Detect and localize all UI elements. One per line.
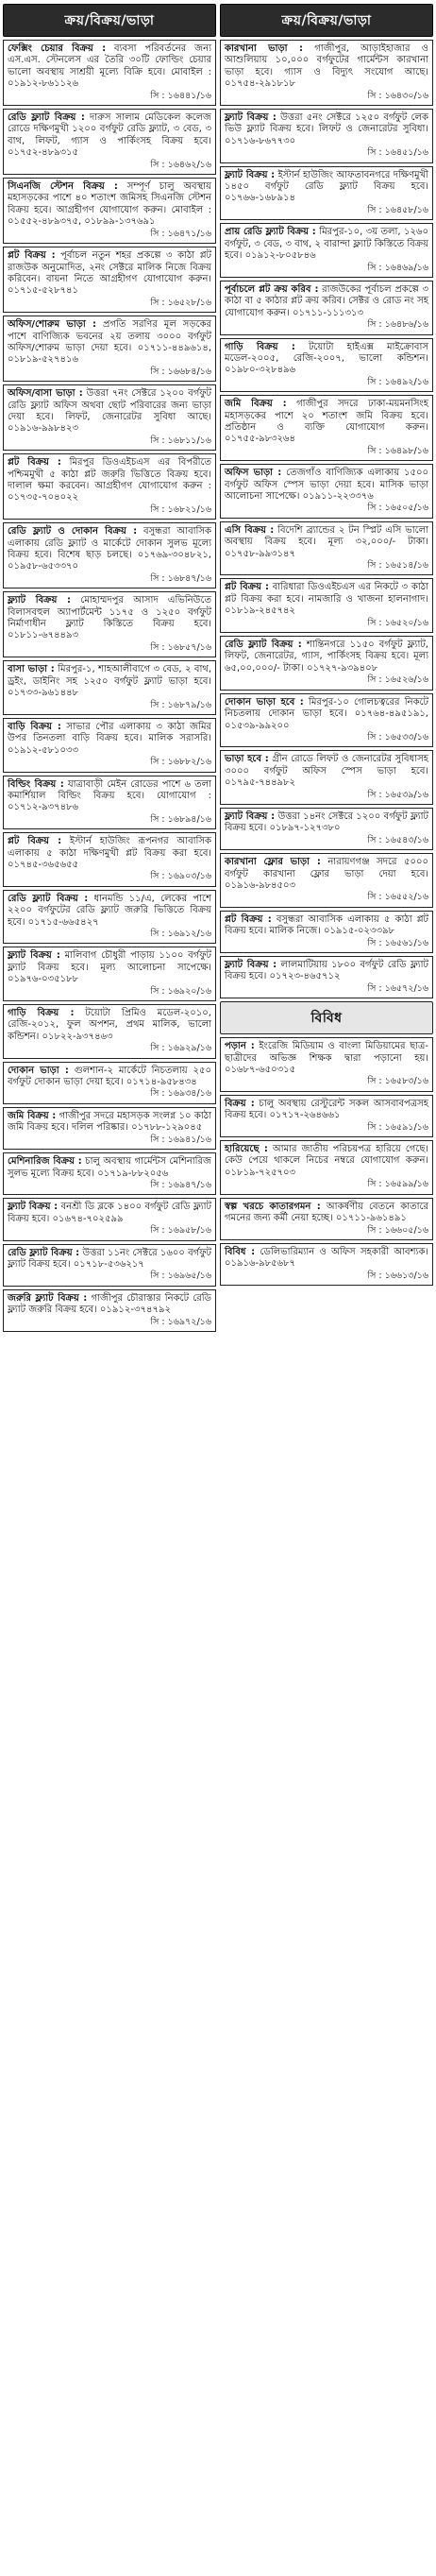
classified-ad (220, 1095, 433, 1137)
ad-code: সি : ১৬৬৮৪/১৬ (150, 366, 211, 377)
ad-body: গাজীপুর, আড়াইহাজার ও আশুলিয়ায় ১০,০০০ বর্গফুটের গার্মেন্টস কারখানা ভাড়া হবে। গ্যাস ও বিদ্যুৎ সংযোগ আছে। ০১৭৫৪-২৯১৮১৮ (225, 43, 428, 90)
classified-ad (3, 947, 216, 1001)
ad-body: গাজীপুর চৌরাস্তার নিকটে রেডি ফ্ল্যাট জরুরি বিক্রয় হবে। ০১৯১২-৩৭৪৭৯২ (8, 1292, 212, 1316)
ad-title: রেডি ফ্ল্যাট ও দোকান বিক্রয় : (8, 526, 138, 537)
ad-body: লালমাটিয়ায় ১৮০০ বর্গফুট রেডি ফ্ল্যাট বিক্রয় হবে। ০১৭২৩-৪৬৫৭১২ (225, 960, 428, 982)
ad-code: সি : ১৬৯০৩/১৬ (150, 871, 211, 882)
ad-title: কারখানা ফ্লোর ভাড়া : (225, 857, 321, 868)
ad-code: সি : ১৬৫৯৯/১৬ (367, 1179, 428, 1190)
ad-body: চালু অবস্থায় গার্মেন্টস মেশিনারিজ সুলভ মূল্যে বিক্রয় হবে। ০১৭১৯-৮৮২০৫৬ (8, 1156, 211, 1179)
ad-code: সি : ১৬৫১৪/১৬ (367, 560, 428, 571)
ad-title: অফিস/শোরুম ভাড়া : (8, 319, 97, 331)
ad-title: জমি বিক্রয় : (225, 399, 287, 410)
ad-body: যাত্রাবাড়ী মেইন রোডের পাশে ৬ তলা কমার্শিয়াল বিল্ডিং বিক্রয় হবে। যোগাযোগ : ০১৭১২-৯৩৭৪৮৬ (8, 778, 211, 813)
ad-title: ভাড়া হবে : (225, 754, 269, 765)
ad-body: উত্তরা ১৪নং সেক্টরে ১২০০ বর্গফুট ফ্ল্যাট বিক্রয় হবে। ০১৮৯৭-১২৭৩৮০ (225, 810, 428, 834)
classified-ad (3, 1062, 216, 1104)
ad-code: সি : ১৬৪৩০/১৬ (367, 90, 428, 101)
ad-title: কারখানা ভাড়া : (225, 43, 304, 54)
classified-ad (220, 395, 433, 461)
ad-title: রেডি ফ্ল্যাট বিক্রয় : (8, 893, 89, 904)
ad-title: হারিয়েছে : (225, 1144, 268, 1155)
ad-title: ফ্ল্যাট বিক্রয় : (225, 960, 277, 970)
classified-ad (220, 693, 433, 748)
ad-code: সি : ১৬৮১১/১৬ (150, 435, 211, 446)
ad-body: মোহাম্মদপুর আসাদ এভিনিউতে বিলাসবহুল অ্যাপার্টমেন্ট ১১৭৫ ও ১২৫০ বর্গফুট নির্মাণাধীন ফ্ল্যাট কিস্তিতে বিক্রয় হবে। ০১৮১১-৬৭৪৪৯৩ (8, 595, 211, 641)
ad-body: টয়োটা হাইএক্স মাইক্রোবাস মডেল-২০০৫, রেজি-২০০৭, ভালো কন্ডিশন। ০১৯৮০-৩২৮৪৯৬ (225, 341, 428, 376)
ad-title: ফেক্সিং চেয়ার বিক্রয় : (8, 43, 107, 54)
ad-body: গুলশান-২ মার্কেটে নিচতলায় ২৫০ বর্গফুট দোকান ভাড়া দেয়া হবে। ০১৭১৪-৯৫৮৪৩৪ (8, 1065, 211, 1088)
ad-code: সি : ১৬৫৭২/১৬ (367, 982, 428, 994)
ad-body: রাজউকের পূর্বাচল প্রকল্পে ৩ কাঠা বা ৫ কাঠার প্লট ক্রয় করিব। সেক্টর ও রোড নং সহ যোগাযোগ করুন। ০১৭১১-১১১৩১৩ (225, 283, 428, 318)
classified-ad (3, 1198, 216, 1240)
ad-body: বসুন্ধরা আবাসিক এলাকায় ৫ কাঠা প্লট বিক্রয় হবে। মালিক নিজে। ০১৯১৫-০২৩৩৯৮ (225, 913, 428, 937)
ad-body: তেজগাঁও বাণিজ্যিক এলাকায় ১৫০০ বর্গফুট অফিস স্পেস ভাড়া দেয়া হবে। মাসিক ভাড়া আলোচনা সাপেক্ষে। ০১৯১১-২২৩৩৭৬ (225, 468, 428, 502)
classified-ad (3, 247, 216, 313)
ad-body: গ্রীন রোডে লিফট ও জেনারেটর সুবিধাসহ ৩০০০ বর্গফুট অফিস স্পেস ভাড়া হবে। ০১৭৯৫-৭৪৪৯৮২ (225, 754, 428, 789)
ad-title: পড়ান : (225, 1041, 255, 1052)
classified-ad (220, 853, 433, 908)
ad-code: সি : ১৬৫২০/১৬ (367, 617, 428, 628)
ad-title: প্লট বিক্রয় : (8, 250, 56, 262)
ad-body: চালু অবস্থায় রেস্টুরেন্ট সকল আসবাবপত্রসহ বিক্রয় হবে। ০১৭১৭-২৬৪৬৬১ (225, 1098, 429, 1121)
ad-body: মালিবাগ চৌধুরী পাড়ায় ১১০০ বর্গফুট ফ্ল্যাট বিক্রয় হবে। মূল্য আলোচনা সাপেক্ষে। ০১৯৭৬-০৩৫১৮৮ (8, 950, 211, 985)
ad-body: ধানমন্ডি ১১/এ, লেকের পাশে ২২০০ বর্গফুটের রেডি ফ্ল্যাট জরুরি ভিত্তিতে বিক্রয় হবে। ০১৭১৫-৬৬৫৪২৭ (8, 893, 211, 928)
ad-body: মিরপুর-১, শাহআলীবাগে ৩ বেড, ২ বাথ, ড্রইং, ডাইনিং সহ ১২৫০ বর্গফুট ফ্ল্যাট ভাড়া হবে। ০১৭৩৩-৯৬১৪৪৮ (8, 664, 211, 699)
ad-title: অফিস ভাড়া : (225, 468, 282, 479)
ad-code: সি : ১৬৯৪৭/১৬ (150, 1179, 211, 1190)
left-column (3, 4, 216, 2572)
ad-title: ফ্ল্যাট বিক্রয় : (225, 112, 277, 124)
classified-ad (220, 281, 433, 335)
classified-ad (220, 1140, 433, 1195)
classified-ad (3, 178, 216, 244)
ad-body: গাজীপুর সদরে মহাসড়ক সংলগ্ন ১০ কাঠা জমি বিক্রয় হবে। দলিল পরিষ্কার। ০১৭৮৮-১২৯০৪৫ (8, 1110, 211, 1134)
ad-title: পূর্বাচলে প্লট ক্রয় করিব : (225, 283, 319, 295)
classified-ad (3, 384, 216, 451)
ad-code: সি : ১৬৪৪১/১৬ (150, 90, 211, 101)
ad-title: বাড়ি বিক্রয় : (8, 721, 61, 732)
ad-title: গাড়ি বিক্রয় : (8, 1008, 75, 1019)
classified-ad (220, 1198, 433, 1240)
ad-body: বিদেশি ব্র্যান্ডের ২ টন স্প্লিট এসি ভালো অবস্থায় বিক্রয় হবে। মূল্য ৩২,০০০/- টাকা। ০১৭৫৮-৯৯৩১৪৭ (225, 524, 428, 559)
ad-title: অফিস/বাসা ভাড়া : (8, 388, 83, 400)
classified-ad (3, 890, 216, 945)
ad-code: সি : ১৬৫০৫/১৬ (367, 503, 428, 514)
ad-title: প্লট বিক্রয় : (8, 457, 61, 469)
ad-code: সি : ১৬৫৪৩/১৬ (367, 834, 428, 845)
ad-title: বাসা ভাড়া : (8, 664, 55, 675)
ad-code: সি : ১৬৮৮২/১৬ (150, 757, 211, 768)
ad-code: সি : ১৬৫২৮/১৬ (150, 297, 211, 308)
ad-body: সম্পূর্ণ চালু অবস্থায় মহাসড়কের পাশে ৪০ শতাংশ জমিসহ সিএনজি স্টেশন বিক্রয় হবে। আগ্রহীগণ যোগাযোগ করুন। মোবাইল : ০১৫৫২-৪৮৯৩৭৫, ০১৮৯৯-১৩৭৬৯১ (8, 181, 211, 228)
ad-code: সি : ১৬৬০৫/১৬ (367, 1224, 428, 1236)
ad-code: সি : ১৬৯৩৪/১৬ (150, 1088, 211, 1100)
ad-body: টয়োটা প্রিমিও মডেল-২০১০, রেজি-২০১২, ফুল অপশন, প্রথম মালিক, ভালো কন্ডিশন। ০১৮২২-৯৩৭৪৬৩ (8, 1008, 211, 1042)
ad-title: ফ্ল্যাট বিক্রয় : (8, 950, 60, 962)
ad-body: ব্যবসা পরিবর্তনের জন্য এস.এস. স্টেনলেস এর তৈরি ৩০টি ফোল্ডিং চেয়ার ভালো অবস্থায় সাশ্রয়ী মূল্যে বিক্রি হবে। মোবাইল : ০১৯১২-৮৬১১২৬ (8, 43, 211, 90)
ad-body: মিরপুর-১০, ৩য় তলা, ১২৬০ বর্গফুট, ৩ বেড, ৩ বাথ, ২ বারান্দা ফ্ল্যাট কিস্তিতে বিক্রয় হবে। ০১৯১২-৮০৫৮৪৬ (225, 227, 428, 262)
classified-ad (220, 223, 433, 278)
ad-title: প্লট বিক্রয় : (225, 913, 272, 925)
section-header-buy-sell-rent: ক্রয়/বিক্রয়/ভাড়া (3, 4, 216, 37)
classified-ad (3, 660, 216, 715)
ad-title: জমি বিক্রয় : (8, 1110, 57, 1121)
right-ads-list (220, 40, 433, 998)
ad-code: সি : ১৬৮৫৭/১৬ (150, 641, 211, 653)
ad-code: সি : ১৬৮৭৯/১৬ (150, 699, 211, 710)
ad-code: সি : ১৬৬১৩/১৬ (367, 1270, 428, 1281)
ad-title: প্লট বিক্রয় : (225, 582, 269, 593)
ad-title: প্রায় রেডি ফ্ল্যাট বিক্রয় : (225, 227, 316, 238)
classified-ad (220, 1037, 433, 1092)
ad-title: গাড়ি বিক্রয় : (225, 341, 295, 352)
classified-ad (3, 40, 216, 106)
ad-code: সি : ১৬৪৯৮/১৬ (367, 445, 428, 456)
ad-body: নারায়ণগঞ্জ সদরে ৫০০০ বর্গফুট কারখানা ফ্লোর ভাড়া দেয়া হবে। ০১৯১৬-৯৮৪৫০৩ (225, 857, 428, 891)
classified-ad (3, 718, 216, 773)
ad-title: বিল্ডিং বিক্রয় : (8, 778, 64, 790)
ad-body: ইংরেজি মিডিয়াম ও বাংলা মিডিয়ামের ছাত্র-ছাত্রীদের অভিজ্ঞ শিক্ষক দ্বারা পড়ানো হয়। ০১৬৮৭-৬৫০৩১৫ (225, 1041, 428, 1076)
ad-code: সি : ১৬৮২১/১৬ (150, 503, 211, 515)
ad-code: সি : ১৬৪৫১/১৬ (367, 147, 428, 159)
classified-ad (3, 776, 216, 830)
ad-title: রেডি ফ্ল্যাট বিক্রয় : (8, 112, 85, 124)
ad-body: আকর্ষণীয় বেতনে কাতারে গমনের জন্য কর্মী নেয়া হচ্ছে। ০১৭১১-৯৬১৪৯১ (225, 1201, 429, 1224)
ad-code: সি : ১৬৯৪১/১৬ (150, 1134, 211, 1145)
ad-code: সি : ১৬৫৯১/১৬ (367, 1121, 428, 1133)
ad-title: স্বল্প খরচে কাতারগমন : (225, 1201, 321, 1212)
ad-body: মিরপুর ডিওএইচএস এর বিপরীতে পশ্চিমমুখী ৫ কাঠা প্লট জরুরি ভিত্তিতে বিক্রয় হবে। দালাল ক্ষমা করবেন। আগ্রহীগণ যোগাযোগ করুন : ০১৭৩৫-৭০৪০২২ (8, 457, 211, 503)
ad-title: ফ্ল্যাট বিক্রয় : (8, 1202, 59, 1213)
ad-title: বিক্রয় : (225, 1098, 255, 1109)
left-ads-list (3, 40, 216, 1332)
ad-code: সি : ১৬৪৭১/১৬ (150, 228, 211, 239)
ad-title: সিএনজি স্টেশন বিক্রয় : (8, 181, 118, 193)
classified-ad (3, 316, 216, 382)
classified-ad (220, 338, 433, 393)
ad-body: বনশ্রী ডি ব্লকে ১৪০০ বর্গফুট রেডি ফ্ল্যাট বিক্রয় হবে। ০১৬৭৪-৭০২৫৯৯ (8, 1202, 211, 1224)
ad-code: সি : ১৬৫৮৩/১৬ (367, 1076, 428, 1087)
classified-ad (3, 1107, 216, 1150)
ad-code: সি : ১৬৪৫৮/১৬ (367, 204, 428, 215)
ad-body: ইস্টার্ন হাউজিং রূপনগর আবাসিক এলাকায় ৫ কাঠা দক্ষিণমুখী প্লট বিক্রয় করা হবে। ০১৭৪৫-৩৬৫৬৫৫ (8, 836, 211, 870)
right-column (220, 4, 433, 2572)
ad-title: জরুরি ফ্ল্যাট বিক্রয় : (8, 1292, 88, 1304)
classified-ad (3, 1152, 216, 1195)
misc-ads-list (220, 1037, 433, 1286)
classified-ad (220, 956, 433, 998)
ad-title: দোকান ভাড়া : (8, 1065, 69, 1076)
ad-code: সি : ১৬৪৯২/১৬ (367, 376, 428, 387)
classified-ad (3, 522, 216, 589)
classified-ad (220, 521, 433, 576)
ad-body: উত্তরা ৭নং সেক্টরে ১২০০ বর্গফুট রেডি ফ্ল্যাট অফিস অথবা ছোট পরিবারের জন্য ভাড়া দেয়া হবে। লিফট, জেনারেটর সুবিধা আছে। ০১৯১৬-৯৯৮৪২৩ (8, 388, 212, 435)
ad-code: সি : ১৬৮৯৪/১৬ (150, 813, 211, 825)
ad-code: সি : ১৬৯২০/১৬ (150, 985, 211, 997)
ad-title: প্লট বিক্রয় : (8, 836, 62, 847)
ad-title: রেডি ফ্ল্যাট বিক্রয় : (8, 1247, 80, 1258)
classified-ad (3, 832, 216, 887)
ad-code: সি : ১৬৯১২/১৬ (150, 929, 211, 939)
classified-ad (3, 1004, 216, 1059)
classified-ad (3, 1244, 216, 1287)
ad-body: দারুস সালাম মেডিকেল কলেজ রোডে দক্ষিণমুখী ১২০০ বর্গফুট রেডি ফ্ল্যাট, ৩ বেড, ৩ বাথ, লিফট, গ্যাস ও পার্কিংসহ বিক্রয় হবে। ০১৭৫২-৪৮৯৩১৫ (8, 112, 211, 159)
ad-code: সি : ১৬৫৩৩/১৬ (367, 731, 428, 742)
classified-ad (220, 109, 433, 163)
ad-title: ফ্ল্যাট বিক্রয় : (225, 810, 276, 822)
classified-ad (220, 578, 433, 633)
ad-title: ফ্ল্যাট বিক্রয় : (225, 169, 276, 180)
ad-title: বিবিধ : (225, 1246, 256, 1257)
ad-body: মিরপুর-১০ গোলচত্বরের নিকটে নিচতলায় দোকান ভাড়া হবে। ০১৭৬৪-৪৯৫১৯১, ০১৫৩৯-৯৯২০০ (225, 696, 428, 731)
ad-body: সাভার পৌর এলাকায় ৩ কাঠা জমির উপর তিনতলা বাড়ি বিক্রয় হবে। মালিক সরাসরি। ০১৯১২-৫৮১০৩৩ (8, 721, 211, 756)
ad-body: বসুন্ধরা আবাসিক এলাকায় রেডি ফ্ল্যাট ও মার্কেটে দোকান সুলভ মূল্যে বিক্রয় হবে। বিশেষ ছাড় চলছে। ০১৭৬৯-৩০৪৮২১, ০১৯৫৮-৬৫৩৩৭০ (8, 526, 211, 572)
ad-title: দোকান ভাড়া হবে : (225, 696, 304, 708)
section-header-misc: বিবিধ (220, 1001, 433, 1034)
ad-code: সি : ১৬৫৬১/১৬ (367, 937, 428, 948)
classified-ad (3, 591, 216, 657)
ad-code: সি : ১৬৫৫২/১৬ (367, 892, 428, 903)
ad-title: রেডি ফ্ল্যাট বিক্রয় : (225, 640, 302, 651)
classified-ad (220, 1243, 433, 1286)
ad-body: উত্তরা ১১নং সেক্টরে ১৬০০ বর্গফুট ফ্ল্যাট বিক্রয় হবে। ০১৭১৮-৫৩৬২১৭ (8, 1247, 211, 1270)
classified-ad (220, 636, 433, 691)
ad-title: ফ্ল্যাট বিক্রয় : (8, 595, 71, 606)
ad-code: সি : ১৬৫২৬/১৬ (367, 674, 428, 686)
ad-body: ইস্টার্ন হাউজিং আফতাবনগরে দক্ষিণমুখী ১৪৫০ বর্গফুট রেডি ফ্ল্যাট বিক্রয় হবে। ০১৭৬৬-১৬৮৯১৪ (225, 169, 428, 204)
ad-body: বারিধারা ডিওএইচএস এর নিকটে ৩ কাঠা প্লট বিক্রয় করা হবে। নামজারি ও খাজনা হালনাগাদ। ০১৮১৯-২৪৫৭৪২ (225, 582, 429, 617)
section-header-buy-sell-rent-right: ক্রয়/বিক্রয়/ভাড়া (220, 4, 433, 37)
classified-ad (220, 808, 433, 850)
ad-body: পূর্বাচল নতুন শহর প্রকল্পে ৩ কাঠা প্লট রাজউক অনুমোদিত, ২নং সেক্টরে মালিক নিজে বিক্রয় করিবেন। বায়না নিতে আগ্রহীগণ যোগাযোগ করুন। ০১৭১৫-৫২৮৭৪১ (8, 250, 212, 297)
ad-code: সি : ১৬৪৬৯/১৬ (367, 262, 428, 273)
classified-ad (220, 750, 433, 805)
classified-ad (220, 911, 433, 953)
ad-body: ডেলিভারিম্যান ও অফিস সহকারী আবশ্যক। ০১৯১৬-৯৮৫৬৮৭ (225, 1246, 428, 1270)
classified-ad (220, 166, 433, 221)
classified-ad (220, 464, 433, 519)
ad-code: সি : ১৬৯৭২/১৬ (150, 1316, 211, 1327)
ad-code: সি : ১৬৪৬২/১৬ (150, 159, 211, 170)
ad-code: সি : ১৬৯৫৮/১৬ (150, 1225, 211, 1237)
ad-body: শান্তিনগরে ১১৫০ বর্গফুট ফ্ল্যাট, লিফট, জেনারেটর, গ্যাস, পার্কিংসহ বিক্রয় হবে। মূল্য ৬৫,০০,০০০/- টাকা। ০১৭২৭-৯৩৯৪০৮ (225, 640, 428, 674)
classified-ad (220, 40, 433, 106)
ad-code: সি : ১৬৯৬৫/১৬ (150, 1271, 211, 1282)
classified-ad (3, 1289, 216, 1332)
ad-body: আমার জাতীয় পরিচয়পত্র হারিয়ে গেছে। কেউ পেয়ে থাকলে নিচের নম্বরে যোগাযোগ করুন। ০১৮১৯-৭২৫৭০৩ (225, 1144, 429, 1178)
ad-title: এসি বিক্রয় : (225, 524, 275, 536)
ad-code: সি : ১৬৫৩৯/১৬ (367, 789, 428, 800)
ad-body: গাজীপুর সদরে ঢাকা-ময়মনসিংহ মহাসড়কের পাশে ২০ শতাংশ জমি বিক্রয় হবে। প্রতিষ্ঠান ও ব্যক্তি যোগাযোগ করুন। ০১৭৫৫-৯৮৩২৬৪ (225, 399, 428, 445)
classified-ad (3, 453, 216, 520)
classified-ad (3, 109, 216, 175)
ad-code: সি : ১৬৮৪৭/১৬ (150, 572, 211, 584)
ad-body: প্রগতি সরণির মূল সড়কের পাশে বাণিজ্যিক ভবনের ২য় তলায় ৩০০০ বর্গফুট অফিস/শোরুম ভাড়া দেয়া হবে। ০১৭১১-৪৪৯৬১৪, ০১৮১৯-৫২৭৪১৬ (8, 319, 211, 366)
ad-code: সি : ১৬৪৮৬/১৬ (367, 319, 428, 331)
ad-body: উত্তরা ৫নং সেক্টরে ১২৫০ বর্গফুট লেক ভিউ ফ্ল্যাট বিক্রয় হবে। লিফট ও জেনারেটর সুবিধা। ০১৭১৬-৮৬৭৭৩০ (225, 112, 428, 146)
ad-code: সি : ১৬৯২৯/১৬ (150, 1043, 211, 1054)
ad-title: মেশিনারিজ বিক্রয় : (8, 1156, 82, 1168)
